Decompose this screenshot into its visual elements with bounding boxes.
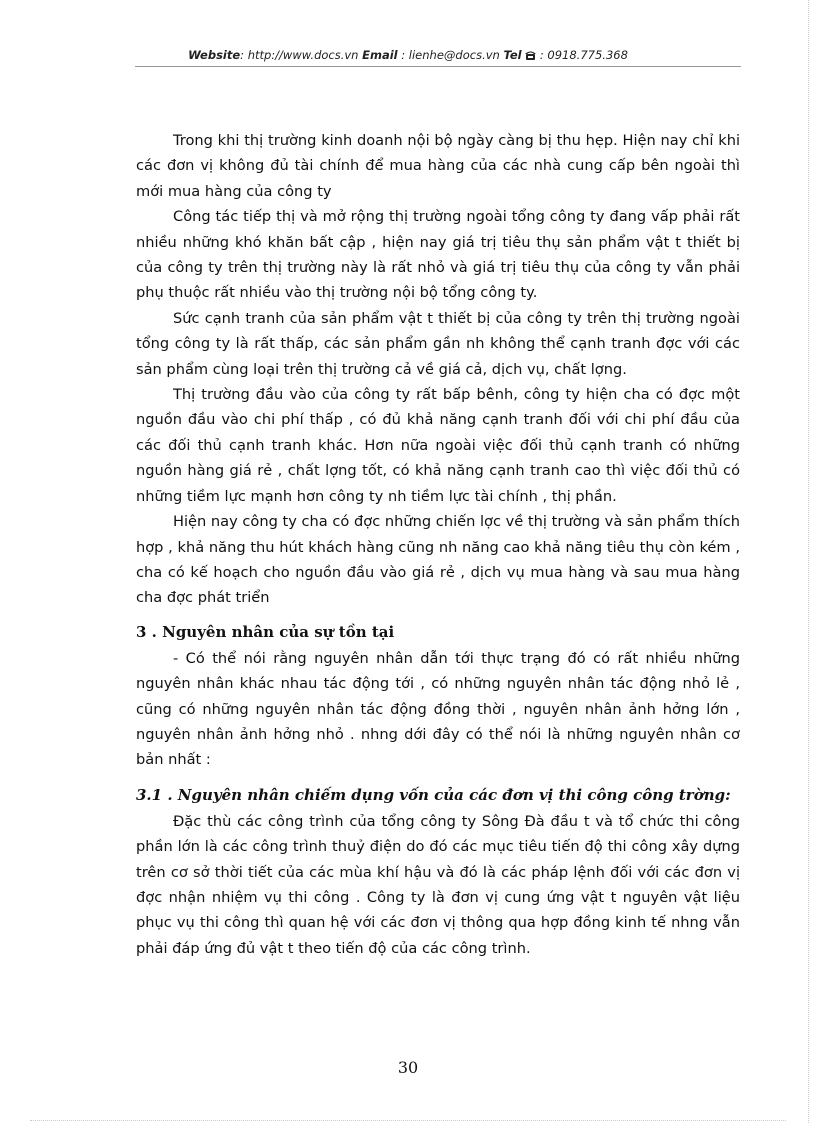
paragraph-competitiveness: Sức cạnh tranh của sản phẩm vật t thiết bị của công ty trên thị trường ngoài tổng công ty là rất thấp, các sản phẩm gần nh không thể cạnh tranh đợc với các sản phẩm cùng loại trên thị trường cả về giá cả, dịch vụ, chất lợng.: [136, 309, 740, 378]
phone-icon: [525, 48, 540, 62]
website-label: Website: [188, 48, 241, 62]
tel-value: : 0918.775.368: [539, 48, 628, 62]
paragraph-domestic-market: Trong khi thị trường kinh doanh nội bộ ngày càng bị thu hẹp. Hiện nay chỉ khi các đơn vị không đủ tài chính để mua hàng của các nhà cung cấp bên ngoài thì mới mua hàng của công ty: [136, 132, 740, 200]
paragraph-capital-appropriation: Đặc thù các công trình của tổng công ty Sông Đà đầu t và tổ chức thi công phần lớn là các công trình thuỷ điện do đó các mục tiêu tiến độ thi công xây dựng trên cơ sở thời tiết của các mùa khí hậu và đó là các pháp lệnh đối với các đơn vị đợc nhận nhiệm vụ thi công . Công ty là đơn vị cung ứng vật t nguyên vật liệu phục vụ thi công thì quan hệ với các đơn vị thông qua hợp đồng kinh tế nhng vẫn phải đáp ứng đủ vật t theo tiến độ của các công trình.: [136, 812, 740, 957]
paragraph-causes: - Có thể nói rằng nguyên nhân dẫn tới thực trạng đó có rất nhiều những nguyên nhân khác nhau tác động tới , có những nguyên nhân tác động nhỏ lẻ , cũng có những nguyên nhân tác động đồng thời , nguyên nhân ảnh hởng lớn , nguyên nhân ảnh hởng nhỏ . nhng dới đây có thể nói là những nguyên nhân cơ bản nhất :: [136, 649, 740, 769]
section-3-heading: 3 . Nguyên nhân của sự tồn tại: [136, 622, 395, 641]
page-header: [0, 48, 816, 62]
document-body: [136, 128, 740, 961]
header-divider: [135, 66, 741, 67]
email-value: : lienhe@docs.vn: [397, 48, 504, 62]
email-label: Email: [362, 48, 398, 62]
tel-label: Tel: [503, 48, 522, 62]
right-margin-guide: [808, 0, 809, 1123]
paragraph-strategy: Hiện nay công ty cha có đợc những chiến lợc về thị trường và sản phẩm thích hợp , khả năng thu hút khách hàng cũng nh năng cao khả năng tiêu thụ còn kém , cha có kế hoạch cho nguồn đầu vào giá rẻ , dịch vụ mua hàng và sau mua hàng cha đợc phát triển: [136, 513, 740, 607]
paragraph-input-market: Thị trường đầu vào của công ty rất bấp bênh, công ty hiện cha có đợc một nguồn đầu vào chi phí thấp , có đủ khả năng cạnh tranh đối với chi phí đầu của các đối thủ cạnh tranh khác. Hơn nữa ngoài việc đối thủ cạnh tranh có những nguồn hàng giá rẻ , chất lợng tốt, có khả năng cạnh tranh cao thì việc đối thủ có những tiềm lực mạnh hơn công ty nh tiềm lực tài chính , thị phần.: [136, 386, 740, 505]
paragraph-marketing: Công tác tiếp thị và mở rộng thị trường ngoài tổng công ty đang vấp phải rất nhiều những khó khăn bất cập , hiện nay giá trị tiêu thụ sản phẩm vật t thiết bị của công ty trên thị trường này là rất nhỏ và giá trị tiêu thụ của công ty vẫn phải phụ thuộc rất nhiều vào thị trường nội bộ tổng công ty.: [136, 208, 740, 302]
footer-divider: [30, 1120, 786, 1121]
page-number: 30: [397, 1058, 419, 1077]
section-3-1-heading: 3.1 . Nguyên nhân chiếm dụng vốn của các đơn vị thi công công trờng:: [136, 785, 731, 804]
website-value: : http://www.docs.vn: [240, 48, 363, 62]
